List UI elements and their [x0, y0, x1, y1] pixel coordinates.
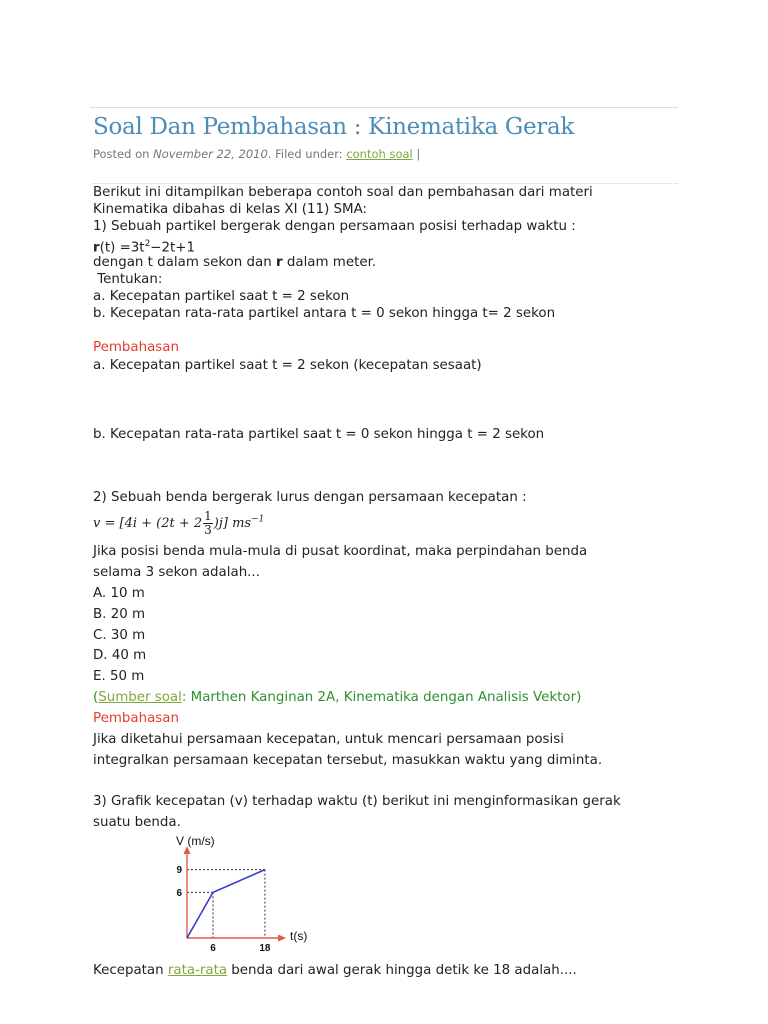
- q1-eq-var: r: [93, 240, 100, 256]
- x-axis-label: t(s): [290, 929, 308, 943]
- intro-line-1: Berikut ini ditampilkan beberapa contoh soal dan pembahasan dari materi: [93, 185, 593, 200]
- q2-source-close: ): [576, 690, 582, 705]
- q2-eq-fraction: [203, 510, 213, 537]
- q1-question: 1) Sebuah partikel bergerak dengan persamaan posisi terhadap waktu :: [93, 219, 576, 234]
- x-tick-label: 6: [210, 943, 216, 954]
- category-link[interactable]: contoh soal: [346, 147, 413, 161]
- y-tick-label: 6: [176, 887, 182, 899]
- q2-eq-sup: −1: [251, 514, 265, 525]
- q2-text-2: selama 3 sekon adalah...: [93, 565, 260, 580]
- q2-option-a: A. 10 m: [93, 586, 145, 601]
- q3-final-a: Kecepatan: [93, 963, 168, 978]
- q2-eq-den: 3: [204, 523, 212, 537]
- q2-question: 2) Sebuah benda bergerak lurus dengan persamaan kecepatan :: [93, 490, 527, 505]
- q1-pembahasan-heading: Pembahasan: [93, 340, 179, 355]
- q2-eq-right: )j] ms: [213, 516, 252, 531]
- q2-source-open: (: [93, 690, 99, 705]
- q2-pembahasan-heading: Pembahasan: [93, 711, 179, 726]
- q2-source-link[interactable]: Sumber soal: [98, 690, 182, 705]
- q3-final-b: benda dari awal gerak hingga detik ke 18 adalah....: [227, 963, 577, 978]
- q2-option-e: E. 50 m: [93, 669, 145, 684]
- q1-eq-b: −2t+1: [150, 240, 196, 256]
- q1-answer-a: a. Kecepatan partikel saat t = 2 sekon (kecepatan sesaat): [93, 358, 482, 373]
- x-axis-arrow: [278, 935, 286, 942]
- q1-units-r: r: [276, 255, 283, 270]
- y-tick-label: 9: [176, 865, 182, 877]
- q2-text-1: Jika posisi benda mula-mula di pusat koordinat, maka perpindahan benda: [93, 544, 588, 559]
- q2-explanation-2: integralkan persamaan kecepatan tersebut, masukkan waktu yang diminta.: [93, 753, 603, 768]
- q2-explanation-1: Jika diketahui persamaan kecepatan, untuk mencari persamaan posisi: [93, 732, 564, 747]
- q2-eq-left: v = [4i + (2t + 2: [93, 516, 203, 531]
- q2-option-b: B. 20 m: [93, 607, 146, 622]
- q2-source-text: : Marthen Kanginan 2A, Kinematika dengan Analisis Vektor: [181, 690, 577, 705]
- post-meta: [93, 147, 420, 161]
- q1-item-a: a. Kecepatan partikel saat t = 2 sekon: [93, 289, 350, 304]
- q3-final-question: [93, 962, 577, 979]
- q2-option-d: D. 40 m: [93, 648, 147, 663]
- posted-on-label: Posted on: [93, 147, 154, 161]
- q2-source: [93, 689, 581, 706]
- q1-units: [93, 254, 376, 271]
- x-tick-label: 18: [259, 943, 271, 954]
- q1-tentukan: Tentukan:: [93, 272, 163, 287]
- q2-option-c: C. 30 m: [93, 628, 146, 643]
- q1-item-b: b. Kecepatan rata-rata partikel antara t = 0 sekon hingga t= 2 sekon: [93, 306, 556, 321]
- q3-question-1: 3) Grafik kecepatan (v) terhadap waktu (t) berikut ini menginformasikan gerak: [93, 794, 621, 809]
- q1-eq-a: (t) =3t: [99, 240, 145, 256]
- header-divider: [90, 107, 678, 108]
- tick-labels: [176, 865, 271, 954]
- q1-units-b: dalam meter.: [282, 255, 377, 270]
- post-date: November 22, 2010: [153, 147, 268, 161]
- q1-answer-b: b. Kecepatan rata-rata partikel saat t = 0 sekon hingga t = 2 sekon: [93, 427, 545, 442]
- q2-eq-num: 1: [204, 509, 212, 523]
- post-title[interactable]: Soal Dan Pembahasan : Kinematika Gerak: [93, 114, 575, 140]
- intro-line-2: Kinematika dibahas di kelas XI (11) SMA:: [93, 202, 368, 217]
- q1-eq-sup: 2: [144, 239, 151, 249]
- velocity-series-line: [187, 870, 265, 938]
- velocity-time-chart: [160, 830, 330, 958]
- q1-units-a: dengan t dalam sekon dan: [93, 255, 276, 270]
- q3-question-2: suatu benda.: [93, 815, 181, 830]
- q2-equation: [93, 510, 264, 537]
- filed-under-label: . Filed under:: [267, 147, 347, 161]
- rata-rata-link[interactable]: rata-rata: [167, 963, 228, 978]
- y-axis-label: V (m/s): [176, 834, 215, 848]
- meta-separator: |: [412, 147, 421, 161]
- chart-guides: [187, 870, 265, 938]
